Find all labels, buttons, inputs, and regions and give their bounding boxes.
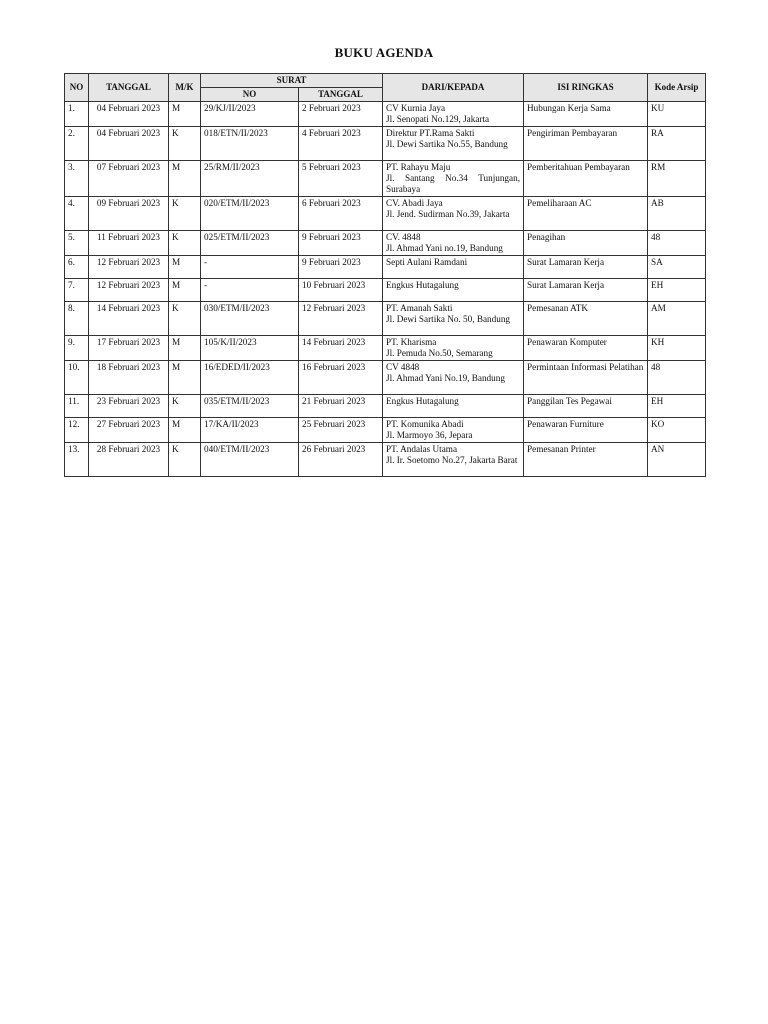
table-body	[65, 102, 706, 477]
cell-isi-ringkas: Pemesanan ATK	[524, 302, 648, 336]
cell-mk: K	[169, 231, 201, 256]
correspondent-name: PT. Kharisma	[386, 337, 437, 347]
cell-kode-arsip: KO	[648, 418, 706, 443]
cell-no: 11.	[65, 395, 89, 418]
cell-surat-tanggal: 6 Februari 2023	[299, 197, 383, 231]
cell-tanggal: 09 Februari 2023	[89, 197, 169, 231]
header-no: NO	[65, 74, 89, 102]
cell-surat-tanggal: 4 Februari 2023	[299, 127, 383, 161]
cell-isi-ringkas: Panggilan Tes Pegawai	[524, 395, 648, 418]
cell-tanggal: 17 Februari 2023	[89, 336, 169, 361]
cell-isi-ringkas: Pemeliharaan AC	[524, 197, 648, 231]
cell-surat-no: 030/ETM/II/2023	[201, 302, 299, 336]
header-surat-tanggal: TANGGAL	[299, 88, 383, 102]
cell-tanggal: 12 Februari 2023	[89, 256, 169, 279]
cell-surat-no: 17/KA/II/2023	[201, 418, 299, 443]
cell-tanggal: 11 Februari 2023	[89, 231, 169, 256]
correspondent-address: Jl. Ahmad Yani no.19, Bandung	[386, 243, 503, 253]
cell-surat-tanggal: 12 Februari 2023	[299, 302, 383, 336]
cell-dari-kepada	[383, 161, 524, 197]
cell-tanggal: 27 Februari 2023	[89, 418, 169, 443]
cell-tanggal: 12 Februari 2023	[89, 279, 169, 302]
correspondent-name: CV 4848	[386, 362, 420, 372]
cell-surat-tanggal: 25 Februari 2023	[299, 418, 383, 443]
table-row	[65, 302, 706, 336]
document-title: BUKU AGENDA	[334, 45, 434, 60]
correspondent-address: Jl. Pemuda No.50, Semarang	[386, 348, 493, 358]
correspondent-name: PT. Amanah Sakti	[386, 303, 453, 313]
correspondent-name: Direktur PT.Rama Sakti	[386, 128, 475, 138]
cell-kode-arsip: 48	[648, 231, 706, 256]
table-row	[65, 395, 706, 418]
cell-surat-no: -	[201, 256, 299, 279]
cell-surat-no: 16/EDED/II/2023	[201, 361, 299, 395]
cell-no: 9.	[65, 336, 89, 361]
cell-dari-kepada	[383, 127, 524, 161]
cell-mk: M	[169, 102, 201, 127]
correspondent-address: Jl. Senopati No.129, Jakarta	[386, 114, 490, 124]
cell-dari-kepada	[383, 102, 524, 127]
cell-dari-kepada	[383, 279, 524, 302]
cell-dari-kepada	[383, 302, 524, 336]
cell-dari-kepada	[383, 197, 524, 231]
table-header	[65, 74, 706, 102]
header-isi-ringkas: ISI RINGKAS	[524, 74, 648, 102]
correspondent-address: Jl. Ir. Soetomo No.27, Jakarta Barat	[386, 455, 518, 465]
cell-surat-tanggal: 21 Februari 2023	[299, 395, 383, 418]
header-kode-arsip: Kode Arsip	[648, 74, 706, 102]
cell-mk: K	[169, 302, 201, 336]
cell-tanggal: 07 Februari 2023	[89, 161, 169, 197]
cell-mk: K	[169, 197, 201, 231]
correspondent-address: Jl. Ahmad Yani No.19, Bandung	[386, 373, 505, 383]
cell-surat-tanggal: 26 Februari 2023	[299, 443, 383, 477]
cell-surat-tanggal: 9 Februari 2023	[299, 231, 383, 256]
cell-surat-no: 040/ETM/II/2023	[201, 443, 299, 477]
table-row	[65, 279, 706, 302]
cell-surat-tanggal: 5 Februari 2023	[299, 161, 383, 197]
cell-isi-ringkas: Penagihan	[524, 231, 648, 256]
cell-mk: M	[169, 256, 201, 279]
cell-isi-ringkas: Surat Lamaran Kerja	[524, 256, 648, 279]
cell-dari-kepada	[383, 361, 524, 395]
cell-dari-kepada	[383, 418, 524, 443]
cell-no: 13.	[65, 443, 89, 477]
cell-mk: K	[169, 395, 201, 418]
cell-isi-ringkas: Pemesanan Printer	[524, 443, 648, 477]
cell-surat-tanggal: 9 Februari 2023	[299, 256, 383, 279]
cell-tanggal: 14 Februari 2023	[89, 302, 169, 336]
table-row	[65, 336, 706, 361]
cell-isi-ringkas: Pemberitahuan Pembayaran	[524, 161, 648, 197]
cell-dari-kepada	[383, 395, 524, 418]
cell-surat-no: -	[201, 279, 299, 302]
correspondent-address: Jl. Santang No.34 Tunjungan, Surabaya	[386, 173, 520, 194]
cell-mk: K	[169, 127, 201, 161]
cell-isi-ringkas: Penawaran Furniture	[524, 418, 648, 443]
correspondent-name: PT. Rahayu Maju	[386, 162, 451, 172]
cell-kode-arsip: SA	[648, 256, 706, 279]
cell-isi-ringkas: Penawaran Komputer	[524, 336, 648, 361]
cell-kode-arsip: KH	[648, 336, 706, 361]
header-dari-kepada: DARI/KEPADA	[383, 74, 524, 102]
cell-tanggal: 18 Februari 2023	[89, 361, 169, 395]
cell-surat-tanggal: 10 Februari 2023	[299, 279, 383, 302]
cell-kode-arsip: 48	[648, 361, 706, 395]
cell-mk: M	[169, 279, 201, 302]
cell-dari-kepada	[383, 256, 524, 279]
cell-surat-no: 035/ETM/II/2023	[201, 395, 299, 418]
table-row	[65, 418, 706, 443]
cell-no: 4.	[65, 197, 89, 231]
correspondent-address: Jl. Jend. Sudirman No.39, Jakarta	[386, 209, 510, 219]
correspondent-name: Engkus Hutagalung	[386, 396, 459, 406]
cell-kode-arsip: KU	[648, 102, 706, 127]
cell-no: 5.	[65, 231, 89, 256]
cell-no: 1.	[65, 102, 89, 127]
cell-kode-arsip: EH	[648, 395, 706, 418]
cell-no: 6.	[65, 256, 89, 279]
header-mk: M/K	[169, 74, 201, 102]
cell-surat-no: 018/ETN/II/2023	[201, 127, 299, 161]
cell-surat-no: 29/KJ/II/2023	[201, 102, 299, 127]
table-row	[65, 256, 706, 279]
cell-surat-tanggal: 2 Februari 2023	[299, 102, 383, 127]
correspondent-address: Jl. Dewi Sartika No. 50, Bandung	[386, 314, 511, 324]
agenda-table	[64, 73, 706, 477]
cell-mk: K	[169, 443, 201, 477]
correspondent-name: CV. 4848	[386, 232, 421, 242]
cell-surat-tanggal: 14 Februari 2023	[299, 336, 383, 361]
cell-kode-arsip: RA	[648, 127, 706, 161]
cell-isi-ringkas: Surat Lamaran Kerja	[524, 279, 648, 302]
correspondent-name: PT. Komunika Abadi	[386, 419, 464, 429]
correspondent-name: CV. Abadi Jaya	[386, 198, 443, 208]
cell-no: 2.	[65, 127, 89, 161]
cell-tanggal: 23 Februari 2023	[89, 395, 169, 418]
correspondent-address: Jl. Marmoyo 36, Jepara	[386, 430, 473, 440]
cell-kode-arsip: RM	[648, 161, 706, 197]
table-row	[65, 197, 706, 231]
cell-isi-ringkas: Permintaan Informasi Pelatihan	[524, 361, 648, 395]
cell-mk: M	[169, 161, 201, 197]
cell-surat-tanggal: 16 Februari 2023	[299, 361, 383, 395]
cell-dari-kepada	[383, 443, 524, 477]
cell-no: 12.	[65, 418, 89, 443]
cell-kode-arsip: EH	[648, 279, 706, 302]
header-surat: SURAT	[201, 74, 383, 88]
cell-kode-arsip: AN	[648, 443, 706, 477]
cell-dari-kepada	[383, 231, 524, 256]
cell-mk: M	[169, 336, 201, 361]
cell-surat-no: 025/ETM/II/2023	[201, 231, 299, 256]
cell-surat-no: 25/RM/II/2023	[201, 161, 299, 197]
cell-tanggal: 04 Februari 2023	[89, 127, 169, 161]
cell-tanggal: 04 Februari 2023	[89, 102, 169, 127]
table-row	[65, 127, 706, 161]
correspondent-address: Jl. Dewi Sartika No.55, Bandung	[386, 139, 508, 149]
cell-no: 7.	[65, 279, 89, 302]
cell-mk: M	[169, 418, 201, 443]
table-row	[65, 102, 706, 127]
cell-no: 8.	[65, 302, 89, 336]
table-row	[65, 361, 706, 395]
correspondent-name: Septi Aulani Ramdani	[386, 257, 468, 267]
cell-isi-ringkas: Pengiriman Pembayaran	[524, 127, 648, 161]
table-row	[65, 161, 706, 197]
cell-mk: M	[169, 361, 201, 395]
correspondent-name: Engkus Hutagalung	[386, 280, 459, 290]
cell-surat-no: 105/K/II/2023	[201, 336, 299, 361]
cell-dari-kepada	[383, 336, 524, 361]
correspondent-name: PT. Andalas Utama	[386, 444, 458, 454]
cell-surat-no: 020/ETM/II/2023	[201, 197, 299, 231]
cell-no: 3.	[65, 161, 89, 197]
cell-kode-arsip: AB	[648, 197, 706, 231]
header-tanggal: TANGGAL	[89, 74, 169, 102]
cell-no: 10.	[65, 361, 89, 395]
cell-isi-ringkas: Hubungan Kerja Sama	[524, 102, 648, 127]
table-row	[65, 231, 706, 256]
cell-kode-arsip: AM	[648, 302, 706, 336]
cell-tanggal: 28 Februari 2023	[89, 443, 169, 477]
table-row	[65, 443, 706, 477]
correspondent-name: CV Kurnia Jaya	[386, 103, 446, 113]
header-surat-no: NO	[201, 88, 299, 102]
